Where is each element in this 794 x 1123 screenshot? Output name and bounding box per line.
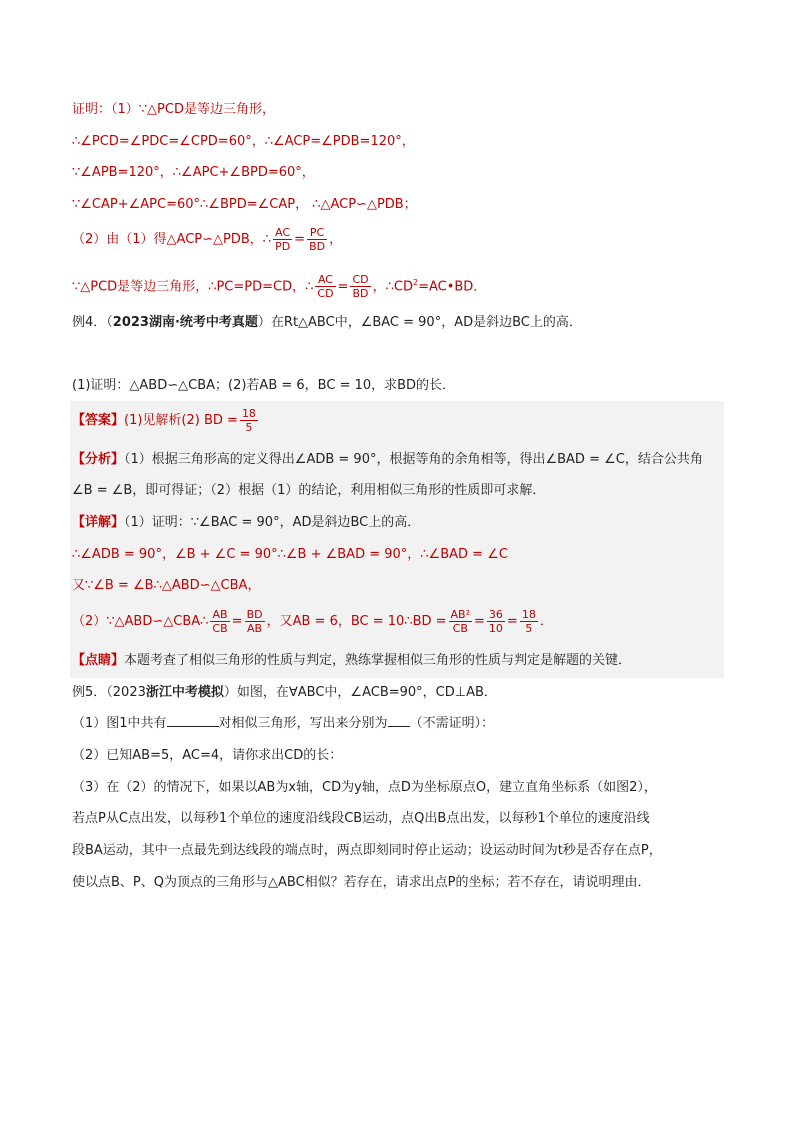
proof-text: ， (329, 232, 343, 247)
answer-blank[interactable] (388, 714, 410, 727)
equals-sign: = (474, 614, 485, 629)
detail-line-4 (72, 607, 732, 637)
proof-line-6 (72, 268, 732, 301)
fraction-numerator: AB (210, 608, 229, 622)
proof-text: ∵∠CAP+∠APC=60°∴∠BPD=∠CAP， ∴△ACP∽△PDB； (72, 197, 417, 212)
question-text: 使以点B、P、Q为顶点的三角形与△ABC相似？若存在，请求出点P的坐标；若不存在，请说明理由． (72, 875, 651, 890)
answer-tag: 【答案】 (72, 413, 125, 428)
equals-sign: = (294, 232, 306, 247)
fraction-denominator: BD (309, 240, 326, 253)
detail-line-1 (72, 512, 732, 534)
proof-text: ∴∠PCD=∠PDC=∠CPD=60°，∴∠ACP=∠PDB=120°， (72, 134, 415, 149)
fraction-numerator: PC (307, 226, 327, 240)
answer-text: (1)见解析(2) BD = (124, 413, 238, 428)
question-text: （2）已知AB=5，AC=4，请你求出CD的长： (72, 748, 343, 763)
example-5-q3-line-2 (72, 808, 732, 830)
fraction-numerator: AC (315, 273, 335, 287)
fraction-denominator: BD (352, 287, 369, 301)
detail-tag: 【详解】 (72, 515, 125, 530)
equals-sign: = (506, 614, 518, 629)
detail-text: 又∵∠B = ∠B∴△ABD∽△CBA， (72, 578, 261, 593)
fraction (307, 226, 327, 253)
example-5-q3-line-1 (72, 777, 732, 799)
proof-text: ∵△PCD是等边三角形，∴PC=PD=CD，∴ (72, 279, 314, 295)
comment-line (72, 650, 732, 672)
example-stem: ）如图，在∀ABC中，∠ACB=90°，CD⊥AB． (223, 685, 497, 700)
example-source: 浙江中考模拟 (145, 685, 224, 700)
proof-text: （2）由（1）得△ACP∽△PDB，∴ (72, 232, 272, 247)
analysis-text: （1）根据三角形高的定义得出∠ADB = 90°，根据等角的余角相等，得出∠BAD = ∠C，结合公共角 (124, 452, 703, 467)
fraction-numerator: 36 (488, 608, 503, 621)
fraction-denominator: CD (317, 287, 334, 301)
fraction (487, 608, 505, 635)
fraction-denominator: CB (212, 622, 228, 635)
fraction-denominator: 5 (525, 622, 533, 635)
answer-line (72, 406, 732, 436)
fraction (240, 407, 258, 434)
analysis-text: ∠B = ∠B，即可得证；（2）根据（1）的结论，利用相似三角形的性质即可求解． (72, 483, 546, 498)
proof-line-3 (72, 162, 732, 184)
proof-text: =AC•BD． (418, 279, 487, 295)
example-4-title (72, 312, 732, 334)
fraction-denominator: PD (275, 240, 291, 253)
example-5-q3-line-4 (72, 872, 732, 894)
fraction-numerator: CD (352, 273, 369, 287)
proof-text: 证明：（1）∵△PCD是等边三角形， (72, 102, 275, 117)
detail-text: ． (539, 614, 553, 629)
question-text: 对相似三角形，写出来分别为 (218, 716, 388, 731)
fraction (449, 608, 472, 635)
detail-text: ，又AB = 6，BC = 10∴BD = (266, 614, 447, 629)
detail-line-2 (72, 544, 732, 566)
example-label: 例4．（ (72, 315, 113, 330)
example-4-question (72, 375, 732, 397)
proof-text: ，∴CD (372, 279, 413, 295)
fraction-numerator: AB² (450, 608, 471, 621)
fraction (350, 273, 370, 300)
detail-text: （2）∵△ABD∽△CBA∴ (72, 614, 209, 629)
question-text: （1）图1中共有 (72, 716, 167, 731)
question-text: （不需证明）： (409, 716, 495, 731)
comment-tag: 【点睛】 (72, 653, 125, 668)
proof-text: ∵∠APB=120°，∴∠APC+∠BPD=60°， (72, 165, 315, 180)
fraction (315, 273, 335, 300)
equals-sign: = (337, 279, 349, 295)
example-5-q3-line-3 (72, 840, 732, 862)
fraction-numerator: BD (246, 608, 263, 621)
fraction-numerator: AC (273, 226, 292, 240)
detail-text: ∴∠ADB = 90°，∠B + ∠C = 90°∴∠B + ∠BAD = 90°，∴∠BAD = ∠C (72, 547, 508, 562)
fraction (520, 608, 538, 635)
question-text: 段BA运动，其中一点最先到达线段的端点时，两点即刻同时停止运动；设运动时间为t秒是否存在点P， (72, 843, 662, 858)
analysis-line-1 (72, 449, 732, 471)
detail-text: （1）证明：∵∠BAC = 90°，AD是斜边BC上的高． (124, 515, 421, 530)
question-text: (1)证明：△ABD∽△CBA；(2)若AB = 6，BC = 10，求BD的长． (72, 378, 456, 393)
superscript: 2 (412, 278, 419, 287)
fraction-numerator: 18 (521, 608, 536, 621)
proof-line-4 (72, 194, 732, 216)
fraction-denominator: 5 (245, 421, 253, 434)
proof-line-5 (72, 225, 732, 255)
fraction (210, 608, 229, 635)
example-5-title (72, 682, 732, 704)
fraction-denominator: 10 (488, 622, 503, 635)
example-label: 例5．（2023 (72, 685, 146, 700)
equals-sign: = (231, 614, 243, 629)
example-5-q2 (72, 745, 732, 767)
fraction-denominator: AB (247, 622, 263, 635)
proof-line-1 (72, 99, 732, 121)
question-text: （3）在（2）的情况下，如果以AB为x轴，CD为y轴，点D为坐标原点O，建立直角坐标系（如图2）， (72, 780, 657, 795)
question-text: 若点P从C点出发，以每秒1个单位的速度沿线段CB运动，点Q出B点出发，以每秒1个单位的速度沿线 (72, 811, 650, 826)
comment-text: 本题考查了相似三角形的性质与判定，熟练掌握相似三角形的性质与判定是解题的关键． (124, 653, 632, 668)
fraction (273, 226, 292, 253)
analysis-tag: 【分析】 (72, 452, 125, 467)
detail-line-3 (72, 575, 732, 597)
example-stem: ）在Rt△ABC中，∠BAC = 90°，AD是斜边BC上的高． (257, 315, 582, 330)
answer-blank[interactable] (167, 714, 219, 727)
example-5-q1 (72, 713, 732, 735)
analysis-line-2 (72, 480, 732, 502)
fraction-denominator: CB (452, 622, 468, 635)
proof-line-2 (72, 131, 732, 153)
fraction (245, 608, 265, 635)
fraction-numerator: 18 (241, 407, 256, 420)
example-source: 2023湖南·统考中考真题 (112, 315, 258, 330)
